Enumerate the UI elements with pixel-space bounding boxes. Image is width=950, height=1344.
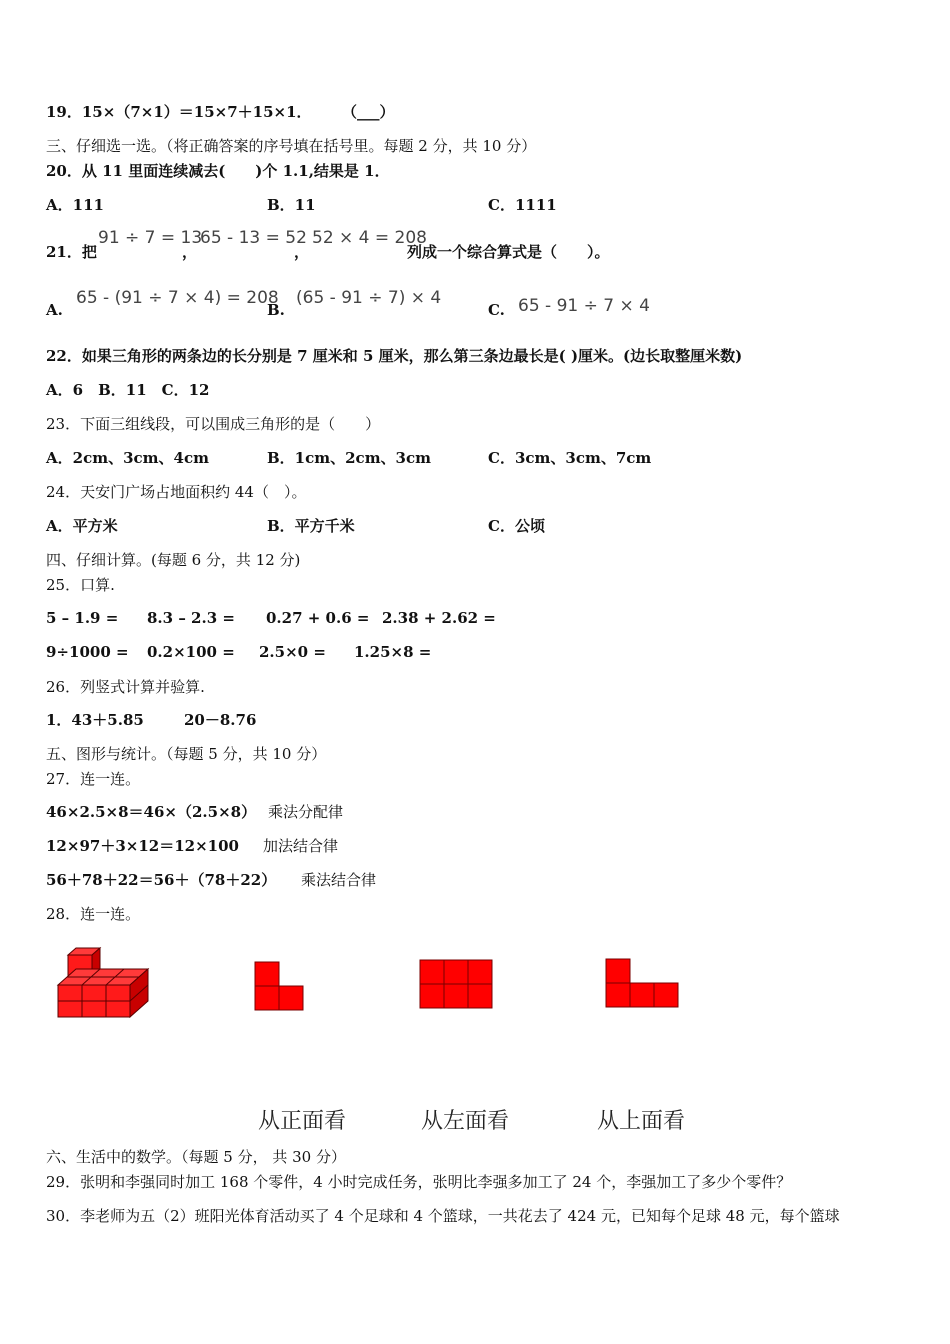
q27-right-item[interactable]: 乘法分配律: [268, 803, 344, 821]
q25-item: 2.5×0 =: [259, 643, 326, 661]
q21-expression-1: 91 ÷ 7 = 13: [98, 228, 203, 248]
q21-option-b-expression[interactable]: (65 - 91 ÷ 7) × 4: [296, 288, 442, 308]
q29-text: 29．张明和李强同时加工 168 个零件，4 小时完成任务，张明比李强多加工了 24 个，李强加工了多少个零件？: [46, 1173, 792, 1191]
q24-text: 24．天安门广场占地面积约 44（ ）。: [46, 483, 307, 501]
caption-left-view[interactable]: 从左面看: [421, 1109, 510, 1134]
q24-option-c[interactable]: C．公顷: [488, 517, 545, 535]
q21-expression-3: 52 × 4 = 208: [312, 228, 427, 248]
q20-option-b[interactable]: B．11: [267, 196, 316, 214]
q25-item: 2.38 + 2.62 =: [382, 609, 496, 627]
cube-stack-figure[interactable]: [50, 945, 154, 1023]
q24-option-b[interactable]: B．平方千米: [267, 517, 355, 535]
q27-right-item[interactable]: 乘法结合律: [301, 871, 377, 889]
q21-separator-2: ，: [294, 243, 310, 261]
q25-item: 8.3 – 2.3 =: [147, 609, 235, 627]
q25-item: 1.25×8 =: [354, 643, 432, 661]
q25-item: 9÷1000 =: [46, 643, 129, 661]
section-5-heading: 五、图形与统计。（每题 5 分，共 10 分）: [46, 745, 327, 763]
q21-option-a-expression[interactable]: 65 - (91 ÷ 7 × 4) = 208: [76, 288, 279, 308]
q20-option-c[interactable]: C．1111: [488, 196, 557, 214]
q23-option-c[interactable]: C．3cm、3cm、7cm: [488, 449, 652, 467]
q19-answer-blank[interactable]: （___）: [342, 103, 395, 121]
q25-item: 5 – 1.9 =: [46, 609, 119, 627]
q21-option-b-label[interactable]: B.: [267, 301, 285, 319]
left-view-figure[interactable]: [419, 959, 495, 1011]
q27-left-item[interactable]: 46×2.5×8＝46×（2.5×8）: [46, 803, 257, 821]
q21-option-c-expression[interactable]: 65 - 91 ÷ 7 × 4: [518, 296, 650, 316]
q26-text: 26．列竖式计算并验算.: [46, 678, 205, 696]
section-3-heading: 三、仔细选一选。（将正确答案的序号填在括号里。每题 2 分，共 10 分）: [46, 137, 537, 155]
q21-prefix: 21．把: [46, 243, 97, 261]
q28-text: 28．连一连。: [46, 905, 141, 923]
caption-top-view[interactable]: 从上面看: [597, 1109, 686, 1134]
q23-option-a[interactable]: A．2cm、3cm、4cm: [46, 449, 209, 467]
caption-front-view[interactable]: 从正面看: [258, 1109, 347, 1134]
top-view-figure[interactable]: [605, 958, 681, 1010]
q20-option-a[interactable]: A．111: [46, 196, 104, 214]
q26-item: 1．43＋5.85: [46, 711, 144, 729]
q20-text: 20．从 11 里面连续减去( )个 1.1,结果是 1．: [46, 162, 390, 180]
q21-expression-2: 65 - 13 = 52: [200, 228, 307, 248]
q26-item: 20－8.76: [184, 711, 257, 729]
q22-options[interactable]: A．6 B．11 C．12: [46, 381, 210, 399]
q27-text: 27．连一连。: [46, 770, 141, 788]
q22-text: 22．如果三角形的两条边的长分别是 7 厘米和 5 厘米，那么第三条边最长是( )厘米。(边长取整厘米数): [46, 347, 743, 365]
q27-right-item[interactable]: 加法结合律: [263, 837, 339, 855]
q24-option-a[interactable]: A．平方米: [46, 517, 118, 535]
q25-text: 25．口算.: [46, 576, 115, 594]
q23-text: 23．下面三组线段，可以围成三角形的是（ ）: [46, 415, 381, 433]
q30-text: 30．李老师为五（2）班阳光体育活动买了 4 个足球和 4 个篮球，一共花去了 424 元，已知每个足球 48 元，每个篮球: [46, 1207, 840, 1225]
q21-option-a-label[interactable]: A.: [46, 301, 63, 319]
q27-left-item[interactable]: 12×97＋3×12＝12×100: [46, 837, 239, 855]
q27-left-item[interactable]: 56＋78＋22＝56＋（78＋22）: [46, 871, 277, 889]
q21-separator-1: ，: [182, 243, 198, 261]
q25-item: 0.2×100 =: [147, 643, 235, 661]
q21-option-c-label[interactable]: C.: [488, 301, 505, 319]
q23-option-b[interactable]: B．1cm、2cm、3cm: [267, 449, 432, 467]
q19-text: 19．15×（7×1）＝15×7＋15×1．: [46, 103, 312, 121]
q21-suffix: 列成一个综合算式是（ ）。: [407, 243, 610, 261]
section-6-heading: 六、生活中的数学。（每题 5 分， 共 30 分）: [46, 1148, 346, 1166]
q25-item: 0.27 + 0.6 =: [266, 609, 370, 627]
section-4-heading: 四、仔细计算。(每题 6 分，共 12 分): [46, 551, 301, 569]
front-view-figure[interactable]: [254, 961, 306, 1013]
